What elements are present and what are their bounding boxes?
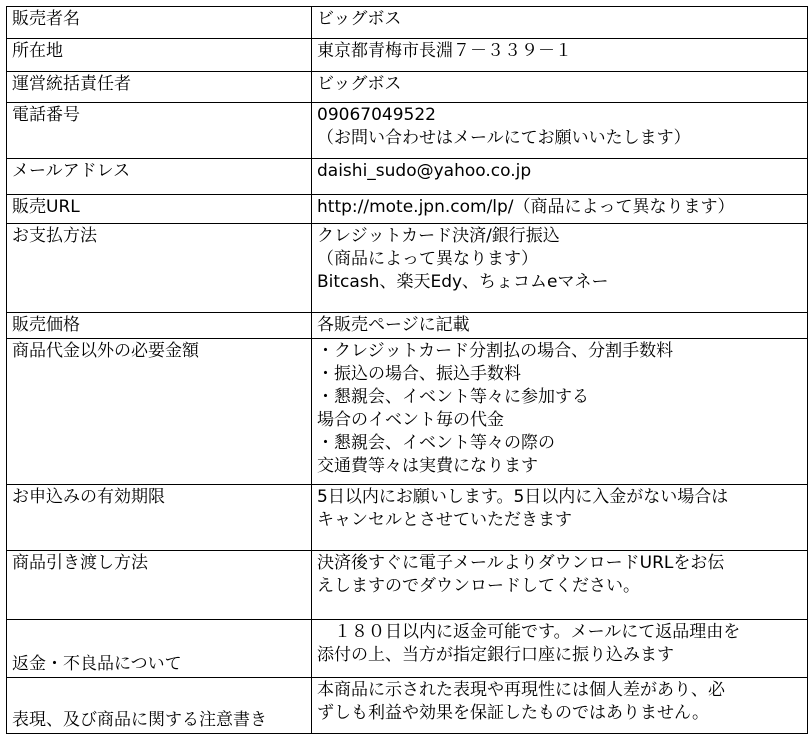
table-row <box>7 159 808 195</box>
row-label: メールアドレス <box>7 159 312 195</box>
row-value <box>312 159 808 195</box>
row-label: 表現、及び商品に関する注意書き <box>7 678 312 734</box>
row-value <box>312 7 808 39</box>
row-label: 電話番号 <box>7 103 312 159</box>
value-line: 09067049522 <box>317 105 436 125</box>
row-value <box>312 39 808 72</box>
table-row <box>7 551 808 620</box>
table-row <box>7 339 808 485</box>
value-line: ・懇親会、イベント等々の際の <box>317 433 555 453</box>
value-line: （商品によって異なります） <box>317 249 538 269</box>
row-value <box>312 224 808 313</box>
table-row <box>7 224 808 313</box>
row-label: 販売価格 <box>7 313 312 339</box>
row-label: お支払方法 <box>7 224 312 313</box>
table-row <box>7 485 808 551</box>
table-row <box>7 620 808 678</box>
value-line: ・振込の場合、振込手数料 <box>317 364 521 384</box>
row-label: 販売者名 <box>7 7 312 39</box>
value-line: Bitcash、楽天Edy、ちょコムeマネー <box>317 272 609 292</box>
value-line: （お問い合わせはメールにてお願いいたします） <box>317 128 691 148</box>
value-line: 交通費等々は実費になります <box>317 456 538 476</box>
row-label: 商品代金以外の必要金額 <box>7 339 312 485</box>
value-line: 決済後すぐに電子メールよりダウンロードURLをお伝 <box>317 553 725 573</box>
row-value <box>312 195 808 224</box>
value-line: 添付の上、当方が指定銀行口座に振り込みます <box>317 645 674 665</box>
value-line: ・クレジットカード分割払の場合、分割手数料 <box>317 341 674 361</box>
sales-url: http://mote.jpn.com/lp/（商品によって異なります） <box>317 197 735 217</box>
table-row <box>7 72 808 103</box>
legal-notice-table <box>6 6 808 734</box>
value-line: 5日以内にお願いします。5日以内に入金がない場合は <box>317 487 729 507</box>
row-value <box>312 339 808 485</box>
value-line: ずしも利益や効果を保証したものではありません。 <box>317 703 710 723</box>
row-label: 運営統括責任者 <box>7 72 312 103</box>
row-value <box>312 72 808 103</box>
table-row <box>7 7 808 39</box>
row-label: お申込みの有効期限 <box>7 485 312 551</box>
row-value <box>312 620 808 678</box>
row-value <box>312 678 808 734</box>
value-line: えしますのでダウンロードしてください。 <box>317 576 640 596</box>
row-value <box>312 485 808 551</box>
value-line: ビッグボス <box>317 9 402 29</box>
value-line: 各販売ページに記載 <box>317 315 470 335</box>
value-line: 本商品に示された表現や再現性には個人差があり、必 <box>317 680 725 700</box>
value-line: ・懇親会、イベント等々に参加する <box>317 387 589 407</box>
table-row <box>7 39 808 72</box>
value-line: １８０日以内に返金可能です。メールにて返品理由を <box>317 622 741 642</box>
value-line: キャンセルとさせていただきます <box>317 510 572 530</box>
email-address: daishi_sudo@yahoo.co.jp <box>317 161 532 181</box>
table-row <box>7 678 808 734</box>
row-value <box>312 103 808 159</box>
value-line: 東京都青梅市長淵７－３３９－１ <box>317 41 572 61</box>
value-line: 場合のイベント毎の代金 <box>317 410 504 430</box>
table-row <box>7 313 808 339</box>
table-row <box>7 103 808 159</box>
value-line: ビッグボス <box>317 74 402 94</box>
row-label: 返金・不良品について <box>7 620 312 678</box>
row-label: 販売URL <box>7 195 312 224</box>
row-label: 所在地 <box>7 39 312 72</box>
row-label: 商品引き渡し方法 <box>7 551 312 620</box>
table-row <box>7 195 808 224</box>
value-line: クレジットカード決済/銀行振込 <box>317 226 560 246</box>
row-value <box>312 313 808 339</box>
row-value <box>312 551 808 620</box>
